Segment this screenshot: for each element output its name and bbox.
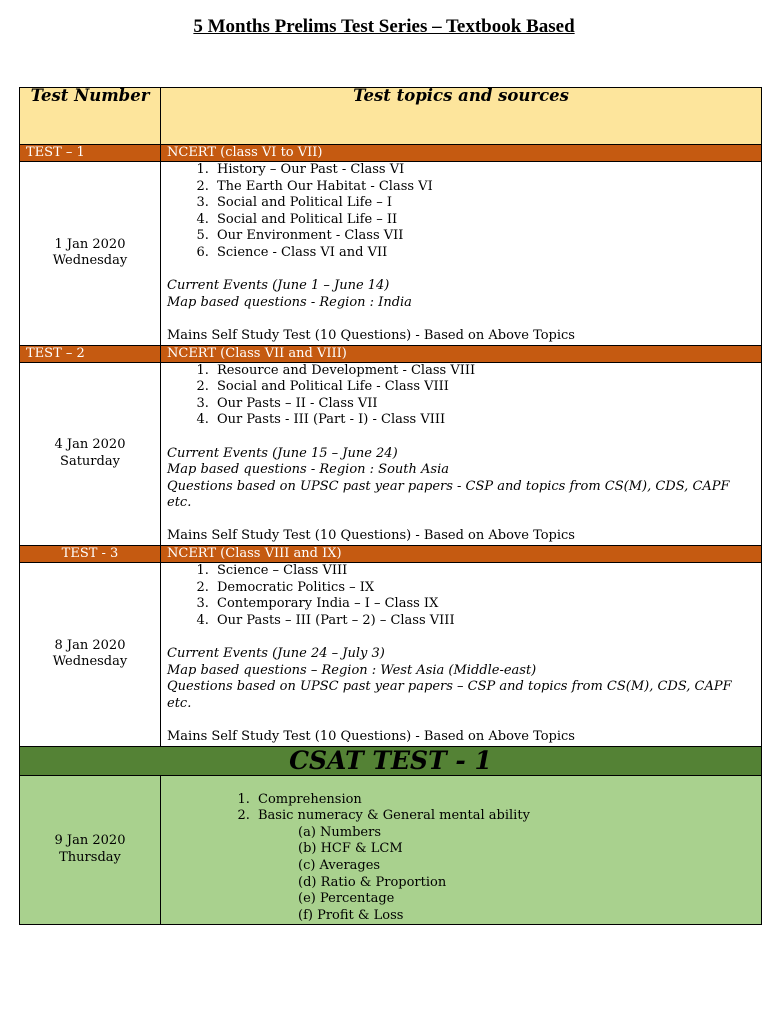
list-item: 3. Our Pasts – II - Class VII (213, 396, 755, 413)
sub-item: (c) Averages (298, 857, 381, 873)
list-item: 1. Comprehension (254, 792, 761, 809)
list-item-label: Basic numeracy & General mental ability (258, 808, 530, 824)
test-date: 1 Jan 2020 (54, 236, 126, 252)
sub-item: (e) Percentage (298, 891, 395, 907)
mains-test: Mains Self Study Test (10 Questions) - Based on Above Topics (167, 528, 575, 544)
current-events: Current Events (June 24 – July 3) (167, 646, 385, 662)
list-item: 4. Our Pasts - III (Part - I) - Class VIII (213, 412, 755, 429)
topic-list (167, 363, 755, 429)
list-item: 2. Social and Political Life - Class VIII (213, 379, 755, 396)
test-source: NCERT (class VI to VII) (161, 145, 762, 162)
csat-body-row (20, 775, 762, 925)
test-day: Saturday (60, 453, 120, 469)
list-item: 6. Science - Class VI and VII (213, 245, 755, 262)
test-band-row (20, 145, 762, 162)
test-date: 4 Jan 2020 (54, 437, 126, 453)
test-day: Wednesday (52, 253, 128, 269)
test-schedule-table (19, 87, 762, 925)
test-number: TEST – 1 (20, 145, 161, 162)
test-date-cell (20, 362, 161, 546)
test-body-row (20, 162, 762, 346)
csat-title: CSAT TEST - 1 (20, 746, 762, 775)
test-number: TEST - 3 (20, 546, 161, 563)
list-item: 3. Social and Political Life – I (213, 195, 755, 212)
csat-day: Thursday (59, 849, 121, 865)
list-item: 2. The Earth Our Habitat - Class VI (213, 179, 755, 196)
current-events: Current Events (June 1 – June 14) (167, 278, 390, 294)
header-test-number: Test Number (20, 88, 161, 145)
list-item: 2. Democratic Politics – IX (213, 580, 755, 597)
list-item: 1. History – Our Past - Class VI (213, 162, 755, 179)
test-date-cell (20, 162, 161, 346)
upsc-questions: Questions based on UPSC past year papers - CSP and topics from CS(M), CDS, CAPF etc. (167, 478, 730, 511)
header-topics: Test topics and sources (161, 88, 762, 145)
table-header-row (20, 88, 762, 145)
sub-item: (d) Ratio & Proportion (298, 874, 447, 890)
test-source: NCERT (Class VIII and IX) (161, 546, 762, 563)
test-content-cell (161, 162, 762, 346)
map-questions: Map based questions - Region : South Asia (167, 462, 449, 478)
test-body-row (20, 362, 762, 546)
current-events: Current Events (June 15 – June 24) (167, 445, 398, 461)
topic-list (167, 162, 755, 262)
map-questions: Map based questions – Region : West Asia (Middle-east) (167, 662, 537, 678)
mains-test: Mains Self Study Test (10 Questions) - Based on Above Topics (167, 729, 575, 744)
test-date-cell (20, 563, 161, 747)
test-content-cell (161, 563, 762, 747)
csat-topic-list (161, 776, 761, 925)
sub-item: (a) Numbers (298, 824, 382, 840)
upsc-questions: Questions based on UPSC past year papers – CSP and topics from CS(M), CDS, CAPF etc. (167, 679, 732, 711)
test-source: NCERT (Class VII and VIII) (161, 345, 762, 362)
sub-item: (f) Profit & Loss (298, 907, 404, 923)
list-item: 3. Contemporary India – I – Class IX (213, 596, 755, 613)
map-questions: Map based questions - Region : India (167, 294, 412, 310)
mains-test: Mains Self Study Test (10 Questions) - Based on Above Topics (167, 327, 575, 343)
list-item (254, 808, 761, 924)
sub-item: (b) HCF & LCM (298, 841, 403, 857)
csat-date-cell (20, 775, 161, 925)
test-band-row (20, 345, 762, 362)
list-item: 4. Our Pasts – III (Part – 2) – Class VIII (213, 613, 755, 630)
list-item: 4. Social and Political Life – II (213, 212, 755, 229)
topic-list (167, 563, 755, 629)
csat-subtopic-list (258, 825, 761, 925)
list-item: 1. Science – Class VIII (213, 563, 755, 580)
csat-content-cell (161, 775, 762, 925)
test-date: 8 Jan 2020 (54, 637, 126, 653)
test-body-row (20, 563, 762, 747)
page-title: 5 Months Prelims Test Series – Textbook Based (193, 16, 575, 37)
test-day: Wednesday (52, 654, 128, 670)
csat-date: 9 Jan 2020 (54, 833, 126, 849)
list-item: 1. Resource and Development - Class VIII (213, 363, 755, 380)
test-number: TEST – 2 (20, 345, 161, 362)
csat-title-row (20, 746, 762, 775)
test-band-row (20, 546, 762, 563)
test-content-cell (161, 362, 762, 546)
list-item: 5. Our Environment - Class VII (213, 228, 755, 245)
